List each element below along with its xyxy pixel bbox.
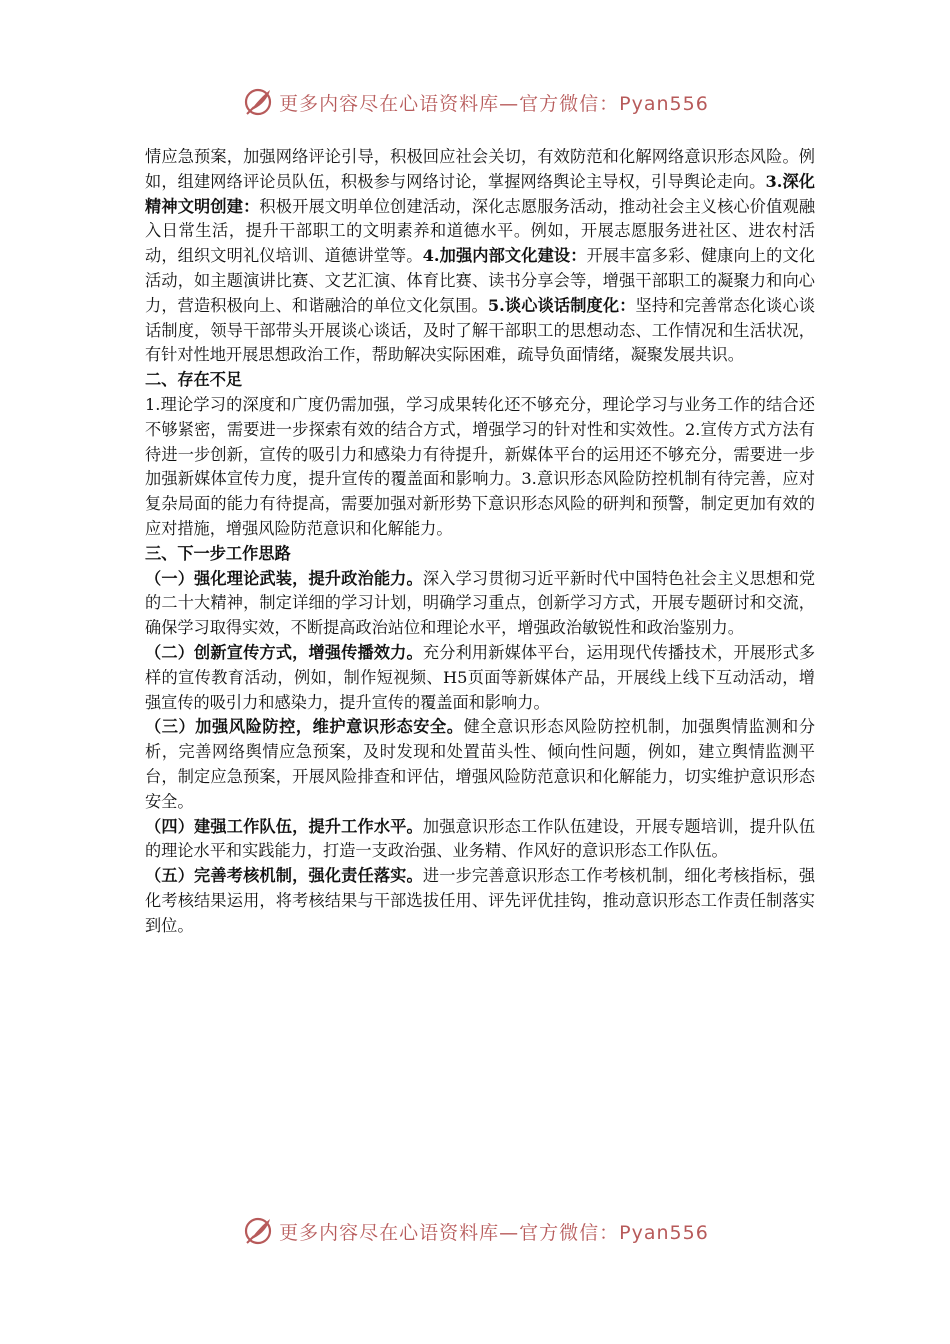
list-item: [145, 864, 815, 938]
list-item: [145, 815, 815, 865]
bold-item-label: 4.加强内部文化建设：: [422, 246, 587, 266]
list-item: [145, 641, 815, 715]
banner-text: 更多内容尽在心语资料库—官方微信：Pyan556: [279, 1221, 709, 1244]
list-item: [145, 567, 815, 641]
section-heading-next-steps: 三、下一步工作思路: [145, 543, 291, 563]
item-title: （四）建强工作队伍，提升工作水平。: [145, 816, 423, 836]
item-body: 健全意识形态风险防控机制，加强舆情监测和分析，完善网络舆情应急预案，及时发现和处置苗头性、倾向性问题，例如，建立舆情监测平台，制定应急预案，开展风险排查和评估，增强风险防范意识和化解能力，切实维护意识形态安全。: [145, 717, 816, 811]
item-title: （一）强化理论武装，提升政治能力。: [145, 568, 423, 588]
item-title: （三）加强风险防控，维护意识形态安全。: [145, 717, 464, 737]
bold-item-label: 5.谈心谈话制度化：: [487, 295, 636, 315]
text-span: 积极开展文明单位创建活动，深化志愿服务活动，推动社会主义核心价值观融入日常生活，提升干部职工的文明素养和道德水平。例如，开展志愿服务进社区、进农村活动，组织文明礼仪培训、道德讲堂等。: [145, 196, 816, 266]
section-heading-shortcomings: 二、存在不足: [145, 370, 243, 390]
paragraph-shortcomings: 1.理论学习的深度和广度仍需加强，学习成果转化还不够充分，理论学习与业务工作的结合还不够紧密，需要进一步探索有效的结合方式，增强学习的针对性和实效性。2.宣传方式方法有待进一步创新，宣传的吸引力和感染力有待提升，新媒体平台的运用还不够充分，需要进一步加强新媒体宣传力度，提升宣传的覆盖面和影响力。3.意识形态风险防控机制有待完善，应对复杂局面的能力有待提高，需要加强对新形势下意识形态风险的研判和预警，制定更加有效的应对措施，增强风险防范意识和化解能力。: [145, 394, 815, 538]
item-title: （五）完善考核机制，强化责任落实。: [145, 866, 423, 886]
item-title: （二）创新宣传方式，增强传播效力。: [145, 642, 423, 662]
header-banner: [0, 82, 950, 122]
quill-logo-icon: [241, 85, 275, 119]
quill-logo-icon: [241, 1214, 275, 1248]
text-span: 情应急预案，加强网络评论引导，积极回应社会关切，有效防范和化解网络意识形态风险。例如，组建网络评论员队伍，积极参与网络讨论，掌握网络舆论主导权，引导舆论走向。: [145, 147, 815, 191]
item-body: 深入学习贯彻习近平新时代中国特色社会主义思想和党的二十大精神，制定详细的学习计划，明确学习重点，创新学习方式，开展专题研讨和交流，确保学习取得实效，不断提高政治站位和理论水平，增强政治敏锐性和政治鉴别力。: [145, 568, 816, 638]
document-body: [145, 145, 815, 939]
paragraph-measures: [145, 145, 815, 368]
footer-banner: [0, 1211, 950, 1251]
list-item: [145, 715, 815, 814]
item-body: 充分利用新媒体平台，运用现代传播技术，开展形式多样的宣传教育活动，例如，制作短视频、H5页面等新媒体产品，开展线上线下互动活动，增强宣传的吸引力和感染力，提升宣传的覆盖面和影响力。: [145, 642, 816, 712]
item-body: 加强意识形态工作队伍建设，开展专题培训，提升队伍的理论水平和实践能力，打造一支政治强、业务精、作风好的意识形态工作队伍。: [145, 816, 816, 861]
text-span: 坚持和完善常态化谈心谈话制度，领导干部带头开展谈心谈话，及时了解干部职工的思想动态、工作情况和生活状况，有针对性地开展思想政治工作，帮助解决实际困难，疏导负面情绪，凝聚发展共识。: [145, 295, 816, 365]
item-body: 进一步完善意识形态工作考核机制，细化考核指标，强化考核结果运用，将考核结果与干部选拔任用、评先评优挂钩，推动意识形态工作责任制落实到位。: [145, 866, 816, 935]
bold-item-label: 3.深化精神文明创建：: [145, 171, 815, 216]
banner-text: 更多内容尽在心语资料库—官方微信：Pyan556: [279, 92, 709, 115]
text-span: 开展丰富多彩、健康向上的文化活动，如主题演讲比赛、文艺汇演、体育比赛、读书分享会等，增强干部职工的凝聚力和向心力，营造积极向上、和谐融洽的单位文化氛围。: [145, 246, 816, 315]
